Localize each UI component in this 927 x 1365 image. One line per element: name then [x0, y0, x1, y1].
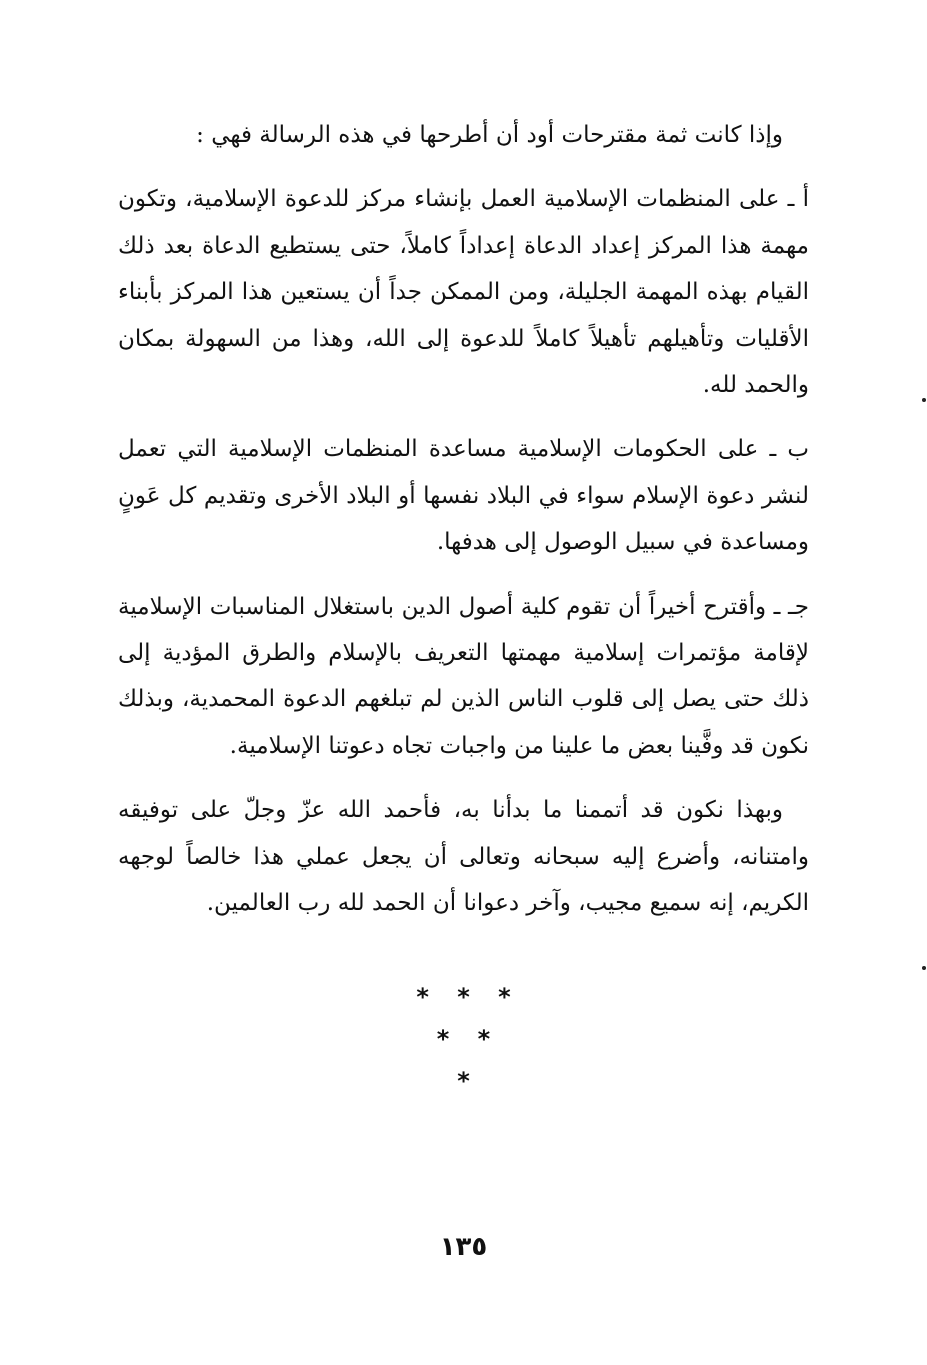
asterism-row-one: *: [457, 1067, 470, 1095]
body-text: [118, 112, 809, 927]
scan-edge-mark: [922, 398, 926, 402]
proposal-a-paragraph: أ ـ على المنظمات الإسلامية العمل بإنشاء مركز للدعوة الإسلامية، وتكون مهمة هذا المركز إعداد الدعاة إعداداً كاملاً، حتى يستطيع الدعاة بعد ذلك القيام بهذه المهمة الجليلة، ومن الممكن جداً أن يستعين هذا المركز بأبناء الأقليات وتأهيلهم تأهيلاً كاملاً للدعوة إلى الله، وهذا من السهولة بمكان والحمد لله.: [118, 186, 809, 399]
proposal-b-paragraph: ب ـ على الحكومات الإسلامية مساعدة المنظمات الإسلامية التي تعمل لنشر دعوة الإسلام سواء في البلاد نفسها أو البلاد الأخرى وتقديم كل عَونٍ ومساعدة في سبيل الوصول إلى هدفها.: [118, 436, 809, 556]
page-number: ١٣٥: [439, 1232, 488, 1262]
intro-paragraph: وإذا كانت ثمة مقترحات أود أن أطرحها في هذه الرسالة فهي :: [196, 122, 783, 148]
proposal-c-paragraph: جـ ـ وأقترح أخيراً أن تقوم كلية أصول الدين باستغلال المناسبات الإسلامية لإقامة مؤتمرات إسلامية مهمتها التعريف بالإسلام والطرق المؤدية إلى ذلك حتى يصل إلى قلوب الناس الذين لم تبلغهم الدعوة المحمدية، وبذلك نكون قد وفَّينا بعض ما علينا من واجبات تجاه دعوتنا الإسلامية.: [118, 593, 809, 759]
closing-paragraph: وبهذا نكون قد أتممنا ما بدأنا به، فأحمد الله عزّ وجلّ على توفيقه وامتنانه، وأضرع إليه سبحانه وتعالى أن يجعل عملي هذا خالصاً لوجهه الكريم، إنه سميع مجيب، وآخر دعوانا أن الحمد لله رب العالمين.: [118, 797, 809, 917]
asterism-row-two: * *: [436, 1025, 501, 1053]
scan-edge-mark: [922, 966, 926, 970]
asterism-row-three: * * *: [416, 983, 521, 1011]
